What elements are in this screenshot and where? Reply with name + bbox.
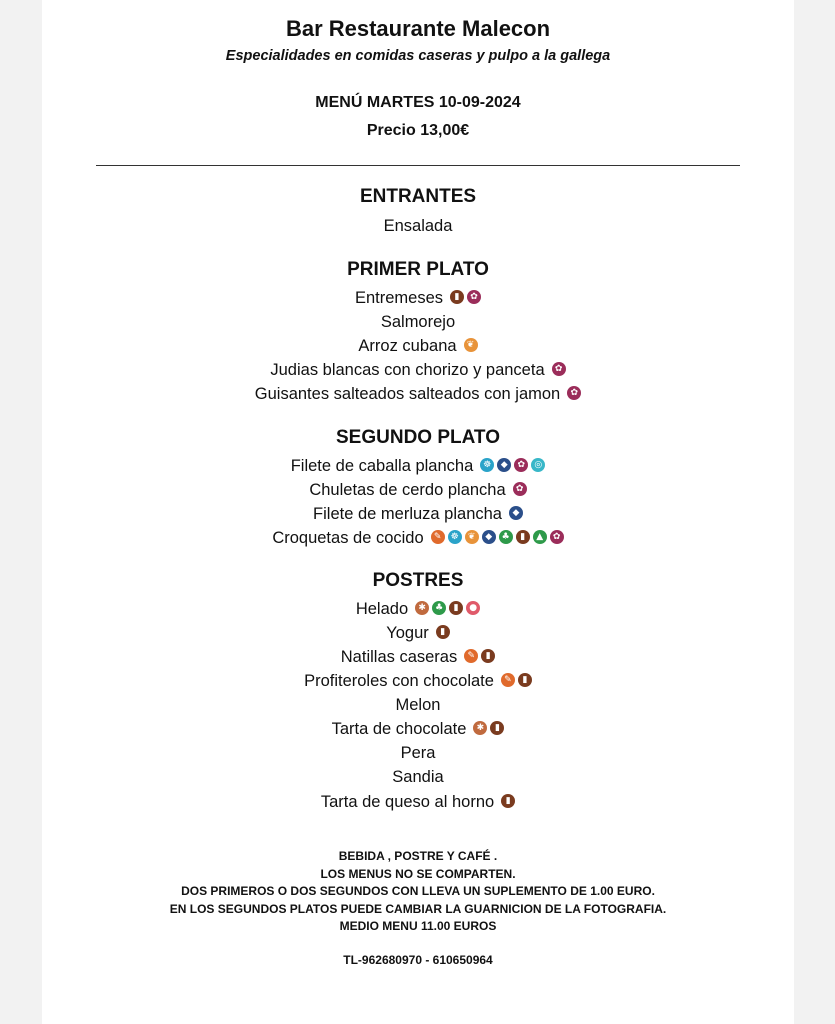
menu-item <box>42 382 794 406</box>
item-name: Arroz cubana <box>358 337 457 355</box>
footer-line: EN LOS SEGUNDOS PLATOS PUEDE CAMBIAR LA GUARNICION DE LA FOTOGRAFIA. <box>169 902 667 916</box>
footer-line: BEBIDA , POSTRE Y CAFÉ . <box>338 849 498 863</box>
menu-item <box>42 214 794 238</box>
sulfitos-allergen-icon: ✿ <box>513 482 527 496</box>
item-name: Ensalada <box>383 217 453 235</box>
apio-allergen-icon: ❦ <box>465 530 479 544</box>
item-name: Judias blancas con chorizo y panceta <box>270 361 545 379</box>
soja-allergen-icon: ♣ <box>499 530 513 544</box>
leche-allergen-icon: ▮ <box>449 601 463 615</box>
menu-item <box>42 334 794 358</box>
menu-item <box>42 286 794 310</box>
item-name: Chuletas de cerdo plancha <box>309 481 506 499</box>
item-name: Helado <box>355 600 409 618</box>
pescado-allergen-icon: ◆ <box>497 458 511 472</box>
item-name: Natillas caseras <box>340 648 458 666</box>
item-name: Tarta de queso al horno <box>320 793 495 811</box>
allergen-icons <box>433 622 450 646</box>
menu-item <box>42 597 794 621</box>
item-name: Guisantes salteados salteados con jamon <box>254 385 561 403</box>
allergen-icons <box>447 287 481 311</box>
allergen-icons <box>549 359 566 383</box>
footer-line: LOS MENUS NO SE COMPARTEN. <box>320 867 516 881</box>
menu-item <box>42 693 794 717</box>
item-name: Filete de merluza plancha <box>313 505 502 523</box>
pescado-allergen-icon: ◆ <box>482 530 496 544</box>
sulfitos-allergen-icon: ✿ <box>550 530 564 544</box>
section-title-entrantes: ENTRANTES <box>359 186 477 207</box>
sulfitos-allergen-icon: ✿ <box>467 290 481 304</box>
moluscos-allergen-icon: ◎ <box>531 458 545 472</box>
leche-allergen-icon: ▮ <box>518 673 532 687</box>
allergen-icons <box>461 646 495 670</box>
menu-item <box>42 669 794 693</box>
section-title-primer-plato: PRIMER PLATO <box>347 259 489 280</box>
menu-item <box>42 717 794 741</box>
menu-date: MENÚ MARTES 10-09-2024 <box>315 94 521 111</box>
allergen-icons <box>498 791 515 815</box>
frutos-cascara-allergen-icon: ✱ <box>473 721 487 735</box>
menu-item <box>42 645 794 669</box>
crustaceos-allergen-icon: ☸ <box>448 530 462 544</box>
section-title-segundo-plato: SEGUNDO PLATO <box>336 427 500 448</box>
item-name: Sandia <box>392 768 444 786</box>
menu-page <box>42 0 794 1024</box>
allergen-icons <box>470 718 504 742</box>
item-name: Profiteroles con chocolate <box>304 672 494 690</box>
menu-item <box>42 765 794 789</box>
leche-allergen-icon: ▮ <box>490 721 504 735</box>
item-name: Filete de caballa plancha <box>290 457 474 475</box>
sulfitos-allergen-icon: ✿ <box>514 458 528 472</box>
allergen-icons <box>498 670 532 694</box>
leche-allergen-icon: ▮ <box>436 625 450 639</box>
frutos-cascara-allergen-icon: ✱ <box>415 601 429 615</box>
footer-line: MEDIO MENU 11.00 EUROS <box>339 919 497 933</box>
mostaza-allergen-icon: ▲ <box>533 530 547 544</box>
menu-price: Precio 13,00€ <box>366 122 470 139</box>
gluten-allergen-icon: ✎ <box>501 673 515 687</box>
footer-line: DOS PRIMEROS O DOS SEGUNDOS CON LLEVA UN SUPLEMENTO DE 1.00 EURO. <box>181 884 655 898</box>
menu-item <box>42 454 794 478</box>
allergen-icons <box>477 455 545 479</box>
leche-allergen-icon: ▮ <box>481 649 495 663</box>
menu-item <box>42 790 794 814</box>
item-name: Melon <box>395 696 441 714</box>
menu-item <box>42 526 794 550</box>
allergen-icons <box>506 503 523 527</box>
item-name: Salmorejo <box>380 313 456 331</box>
menu-item <box>42 502 794 526</box>
section-title-postres: POSTRES <box>372 570 464 591</box>
restaurant-tagline: Especialidades en comidas caseras y pulpo a la gallega <box>225 48 611 64</box>
item-name: Croquetas de cocido <box>272 529 424 547</box>
gluten-allergen-icon: ✎ <box>464 649 478 663</box>
menu-item <box>42 310 794 334</box>
leche-allergen-icon: ▮ <box>501 794 515 808</box>
item-name: Entremeses <box>354 289 444 307</box>
allergen-icons <box>428 527 564 551</box>
sulfitos-allergen-icon: ✿ <box>552 362 566 376</box>
menu-item <box>42 478 794 502</box>
divider <box>96 165 740 166</box>
allergen-icons <box>510 479 527 503</box>
item-name: Pera <box>400 744 436 762</box>
pescado-allergen-icon: ◆ <box>509 506 523 520</box>
item-name: Tarta de chocolate <box>331 720 467 738</box>
restaurant-name: Bar Restaurante Malecon <box>285 16 551 41</box>
huevos-allergen-icon: ● <box>466 601 480 615</box>
allergen-icons <box>564 383 581 407</box>
apio-allergen-icon: ❦ <box>464 338 478 352</box>
crustaceos-allergen-icon: ☸ <box>480 458 494 472</box>
menu-item <box>42 621 794 645</box>
soja-allergen-icon: ♣ <box>432 601 446 615</box>
gluten-allergen-icon: ✎ <box>431 530 445 544</box>
allergen-icons <box>412 598 480 622</box>
allergen-icons <box>461 335 478 359</box>
phone-number: TL-962680970 - 610650964 <box>343 953 493 967</box>
leche-allergen-icon: ▮ <box>516 530 530 544</box>
menu-item <box>42 741 794 765</box>
sulfitos-allergen-icon: ✿ <box>567 386 581 400</box>
leche-allergen-icon: ▮ <box>450 290 464 304</box>
item-name: Yogur <box>386 624 429 642</box>
menu-item <box>42 358 794 382</box>
